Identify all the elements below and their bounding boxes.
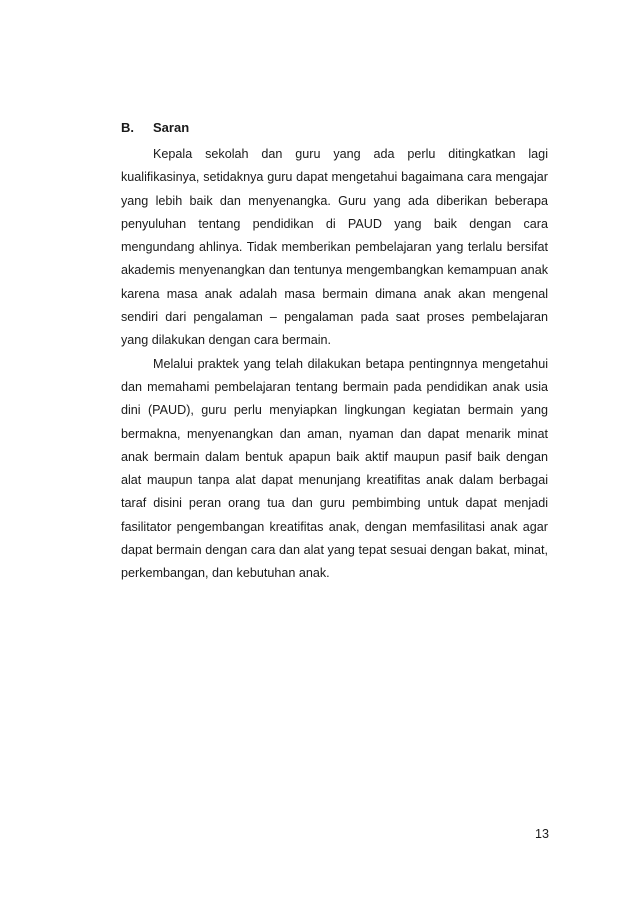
section-heading	[121, 120, 189, 136]
section-title: Saran	[153, 120, 190, 135]
section-number: B.	[121, 120, 134, 135]
paragraph-1: Kepala sekolah dan guru yang ada perlu ditingkatkan lagi kualifikasinya, setidaknya guru dapat mengetahui bagaimana cara mengajar yang lebih baik dan menyenangka. Guru yang ada diberikan beberapa penyuluhan tentang pendidikan di PAUD yang baik dengan cara mengundang ahlinya. Tidak memberikan pembelajaran yang terlalu bersifat akademis menyenangkan dan tentunya mengembangkan kemampuan anak karena masa anak adalah masa bermain dimana anak akan mengenal sendiri dari pengalaman – pengalaman pada saat proses pembelajaran yang dilakukan dengan cara bermain.	[121, 147, 548, 348]
page-number: 13	[534, 827, 549, 841]
paragraph-2: Melalui praktek yang telah dilakukan betapa pentingnnya mengetahui dan memahami pembelajaran tentang bermain pada pendidikan anak usia dini (PAUD), guru perlu menyiapkan lingkungan kegiatan bermain yang bermakna, menyenangkan dan aman, nyaman dan dapat menarik minat anak bermain dalam bentuk apapun baik aktif maupun pasif baik dengan alat maupun tanpa alat dapat menunjang kreatifitas anak dalam berbagai taraf disini peran orang tua dan guru pembimbing untuk dapat menjadi fasilitator pengembangan kreatifitas anak, dengan memfasilitasi anak agar dapat bermain dengan cara dan alat yang tepat sesuai dengan bakat, minat, perkembangan, dan kebutuhan anak.	[121, 356, 548, 581]
body-text	[121, 143, 548, 586]
